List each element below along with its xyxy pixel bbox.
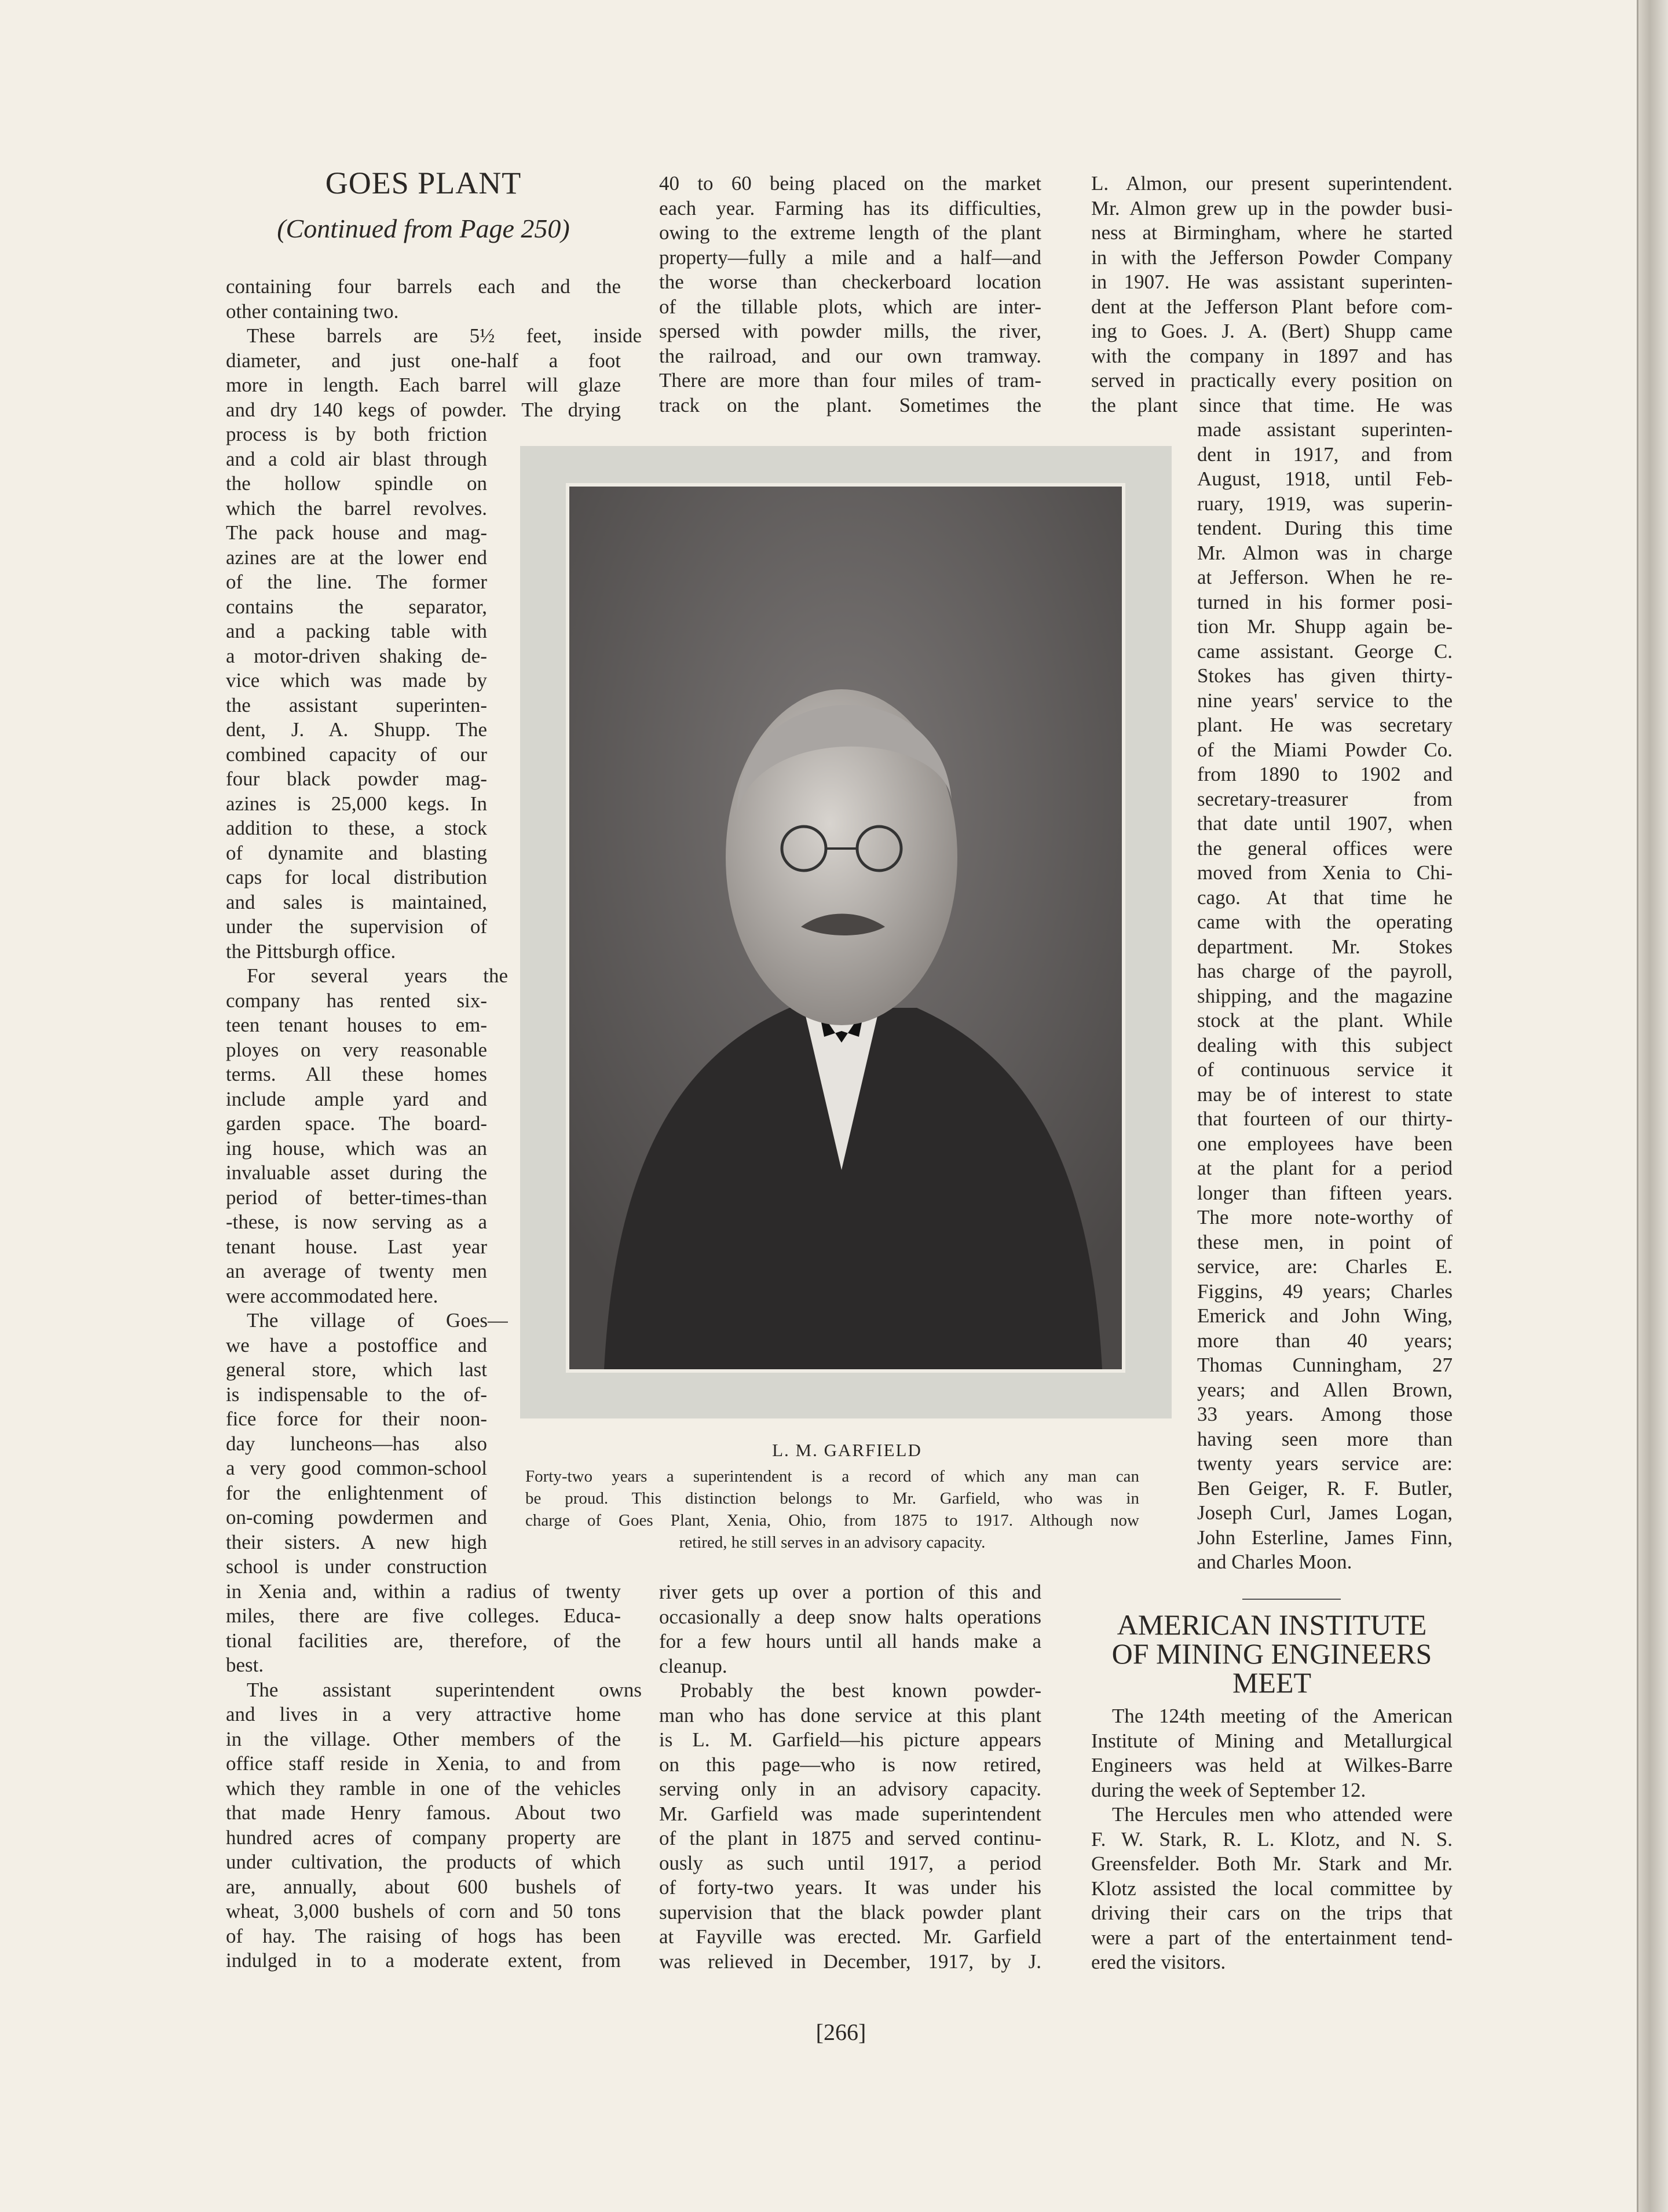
text-line: L. Almon, our present superintendent. bbox=[1091, 172, 1453, 195]
text-line: one employees have been bbox=[1197, 1132, 1453, 1155]
text-line: we have a postoffice and bbox=[226, 1333, 487, 1357]
text-line: are, annually, about 600 bushels of bbox=[226, 1875, 621, 1898]
text-line: ously as such until 1917, a period bbox=[659, 1851, 1041, 1874]
text-line: was relieved in December, 1917, by J. bbox=[659, 1950, 1041, 1973]
photo-caption bbox=[525, 1465, 1139, 1553]
text-line: four black powder mag- bbox=[226, 767, 487, 790]
text-line: under cultivation, the products of which bbox=[226, 1851, 621, 1873]
text-line: on this page—who is now retired, bbox=[659, 1753, 1041, 1776]
section-divider bbox=[1242, 1599, 1341, 1600]
text-line: The 124th meeting of the American bbox=[1112, 1705, 1453, 1727]
text-line: ered the visitors. bbox=[1091, 1951, 1226, 1973]
text-line: azines are at the lower end bbox=[226, 546, 487, 569]
text-line: were a part of the entertainment tend- bbox=[1091, 1926, 1453, 1949]
text-line: There are more than four miles of tram- bbox=[659, 369, 1041, 392]
text-line: cago. At that time he bbox=[1197, 886, 1453, 909]
text-line: which they ramble in one of the vehicles bbox=[226, 1776, 621, 1800]
text-line: Ben Geiger, R. F. Butler, bbox=[1197, 1476, 1453, 1500]
middle-column-top bbox=[659, 171, 1041, 418]
text-line: a very good common-school bbox=[226, 1457, 487, 1479]
text-line: were accommodated here. bbox=[226, 1284, 438, 1307]
text-line: indulged in to a moderate extent, from bbox=[226, 1949, 621, 1972]
page-number: [266] bbox=[815, 2019, 866, 2045]
portrait-image bbox=[569, 487, 1122, 1369]
text-line: that fourteen of our thirty- bbox=[1197, 1107, 1453, 1130]
text-line: fice force for their noon- bbox=[226, 1407, 487, 1430]
text-line: occasionally a deep snow halts operations bbox=[659, 1605, 1041, 1628]
article-subtitle: (Continued from Page 250) bbox=[277, 214, 570, 243]
text-line: Mr. Garfield was made superintendent bbox=[659, 1802, 1041, 1825]
text-line: tion Mr. Shupp again be- bbox=[1197, 615, 1453, 638]
text-line: of the plant in 1875 and served continu- bbox=[659, 1827, 1041, 1849]
text-line: 40 to 60 being placed on the market bbox=[659, 172, 1041, 195]
text-line: the worse than checkerboard location bbox=[659, 270, 1041, 293]
text-line: vice which was made by bbox=[226, 669, 487, 692]
text-line: dent, J. A. Shupp. The bbox=[226, 718, 487, 741]
text-line: diameter, and just one-half a foot bbox=[226, 349, 621, 372]
text-line: containing four barrels each and the bbox=[226, 275, 621, 298]
text-line: azines is 25,000 kegs. In bbox=[226, 792, 487, 815]
text-line: tional facilities are, therefore, of the bbox=[226, 1629, 621, 1652]
text-line: of forty-two years. It was under his bbox=[659, 1876, 1041, 1899]
text-line: dealing with this subject bbox=[1197, 1033, 1453, 1056]
text-line: which the barrel revolves. bbox=[226, 496, 487, 520]
text-line: their sisters. A new high bbox=[226, 1530, 487, 1553]
text-line: school is under construction bbox=[226, 1555, 487, 1578]
text-line: made assistant superinten- bbox=[1197, 418, 1453, 441]
adjacent-page-edge bbox=[1638, 0, 1668, 2212]
text-line: F. W. Stark, R. L. Klotz, and N. S. bbox=[1091, 1827, 1453, 1851]
text-line: the railroad, and our own tramway. bbox=[659, 344, 1041, 367]
text-line: track on the plant. Sometimes the bbox=[659, 393, 1041, 416]
text-line: with the company in 1897 and has bbox=[1091, 344, 1453, 367]
heading-line: AMERICAN INSTITUTE bbox=[1117, 1608, 1427, 1641]
text-line: secretary-treasurer from bbox=[1197, 787, 1453, 810]
text-line: Mr. Almon grew up in the powder busi- bbox=[1091, 196, 1453, 220]
text-line: longer than fifteen years. bbox=[1197, 1181, 1453, 1204]
portrait-photo bbox=[569, 487, 1122, 1369]
aime-article-body bbox=[1091, 1704, 1453, 1975]
text-line: driving their cars on the trips that bbox=[1091, 1902, 1453, 1924]
text-line: of hay. The raising of hogs has been bbox=[226, 1924, 621, 1947]
text-line: on-coming powdermen and bbox=[226, 1506, 487, 1529]
text-line: process is by both friction bbox=[226, 423, 487, 445]
text-line: plant. He was secretary bbox=[1197, 714, 1453, 736]
text-line: August, 1918, until Feb- bbox=[1197, 467, 1453, 490]
text-line: spersed with powder mills, the river, bbox=[659, 320, 1041, 342]
text-line: stock at the plant. While bbox=[1197, 1009, 1453, 1032]
text-line: other containing two. bbox=[226, 299, 399, 323]
text-line: addition to these, a stock bbox=[226, 817, 487, 839]
text-line: at Fayville was erected. Mr. Garfield bbox=[659, 1925, 1041, 1948]
text-line: Institute of Mining and Metallurgical bbox=[1091, 1729, 1453, 1752]
text-line: tenant house. Last year bbox=[226, 1235, 487, 1258]
text-line: include ample yard and bbox=[226, 1087, 487, 1110]
text-line: and dry 140 kegs of powder. The drying bbox=[226, 398, 621, 421]
text-line: best. bbox=[226, 1654, 264, 1676]
text-line: The pack house and mag- bbox=[226, 521, 487, 544]
text-line: Engineers was held at Wilkes-Barre bbox=[1091, 1754, 1453, 1776]
text-line: ing house, which was an bbox=[226, 1136, 487, 1160]
text-line: and sales is maintained, bbox=[226, 890, 487, 913]
text-line: that made Henry famous. About two bbox=[226, 1801, 621, 1824]
text-line: The assistant superintendent owns bbox=[247, 1678, 642, 1701]
text-line: combined capacity of our bbox=[226, 743, 487, 766]
text-line: for a few hours until all hands make a bbox=[659, 1630, 1041, 1652]
text-line: in the village. Other members of the bbox=[226, 1727, 621, 1750]
text-line: twenty years service are: bbox=[1197, 1452, 1453, 1475]
text-line: in with the Jefferson Powder Company bbox=[1091, 246, 1453, 269]
text-line: nine years' service to the bbox=[1197, 689, 1453, 712]
text-line: invaluable asset during the bbox=[226, 1161, 487, 1184]
text-line: is indispensable to the of- bbox=[226, 1383, 487, 1406]
text-line: Joseph Curl, James Logan, bbox=[1197, 1501, 1453, 1524]
text-line: be proud. This distinction belongs to Mr. Garfield, who was in bbox=[525, 1489, 1139, 1508]
text-line: These barrels are 5½ feet, inside bbox=[247, 324, 642, 347]
text-line: property—fully a mile and a half—and bbox=[659, 246, 1041, 269]
text-line: ness at Birmingham, where he started bbox=[1091, 221, 1453, 244]
page-edge-line bbox=[1637, 0, 1638, 2212]
photo-caption-name: L. M. GARFIELD bbox=[772, 1440, 922, 1460]
text-line: came with the operating bbox=[1197, 911, 1453, 933]
text-line: The Hercules men who attended were bbox=[1112, 1803, 1453, 1826]
text-line: Emerick and John Wing, bbox=[1197, 1304, 1453, 1327]
text-line: serving only in an advisory capacity. bbox=[659, 1778, 1041, 1800]
text-line: The more note-worthy of bbox=[1197, 1206, 1453, 1229]
text-line: garden space. The board- bbox=[226, 1112, 487, 1135]
text-line: general store, which last bbox=[226, 1358, 487, 1381]
text-line: these men, in point of bbox=[1197, 1230, 1453, 1253]
text-line: turned in his former posi- bbox=[1197, 590, 1453, 613]
text-line: has charge of the payroll, bbox=[1197, 960, 1453, 982]
text-line: Thomas Cunningham, 27 bbox=[1197, 1354, 1453, 1376]
text-line: ruary, 1919, was superin- bbox=[1197, 492, 1453, 515]
text-line: ing to Goes. J. A. (Bert) Shupp came bbox=[1091, 320, 1453, 342]
text-line: -these, is now serving as a bbox=[226, 1211, 487, 1233]
text-line: of the line. The former bbox=[226, 571, 487, 593]
text-line: service, are: Charles E. bbox=[1197, 1255, 1453, 1278]
text-line: under the supervision of bbox=[226, 915, 487, 938]
text-line: an average of twenty men bbox=[226, 1260, 487, 1282]
text-line: at the plant for a period bbox=[1197, 1157, 1453, 1179]
text-line: and lives in a very attractive home bbox=[226, 1703, 621, 1725]
text-line: period of better-times-than bbox=[226, 1186, 487, 1209]
text-line: from 1890 to 1902 and bbox=[1197, 763, 1453, 785]
text-line: For several years the bbox=[247, 964, 508, 987]
text-line: river gets up over a portion of this and bbox=[659, 1581, 1041, 1603]
text-line: of dynamite and blasting bbox=[226, 841, 487, 864]
text-line: Figgins, 49 years; Charles bbox=[1197, 1279, 1453, 1303]
text-line: Stokes has given thirty- bbox=[1197, 664, 1453, 687]
text-line: charge of Goes Plant, Xenia, Ohio, from 1875 to 1917. Although now bbox=[525, 1511, 1139, 1530]
text-line: Forty-two years a superintendent is a record of which any man can bbox=[525, 1467, 1139, 1486]
heading-line: MEET bbox=[1232, 1666, 1312, 1699]
heading-line: OF MINING ENGINEERS bbox=[1111, 1637, 1432, 1670]
text-line: caps for local distribution bbox=[226, 866, 487, 889]
article-title: GOES PLANT bbox=[325, 166, 522, 200]
text-line: Klotz assisted the local committee by bbox=[1091, 1877, 1453, 1900]
text-line: of the Miami Powder Co. bbox=[1197, 738, 1453, 761]
text-line: the plant since that time. He was bbox=[1091, 393, 1453, 416]
text-line: Probably the best known powder- bbox=[680, 1679, 1041, 1702]
text-line: retired, he still serves in an advisory capacity. bbox=[679, 1533, 986, 1552]
text-line: 33 years. Among those bbox=[1197, 1403, 1453, 1425]
text-line: may be of interest to state bbox=[1197, 1083, 1453, 1106]
text-line: the assistant superinten- bbox=[226, 693, 487, 716]
text-line: more than 40 years; bbox=[1197, 1329, 1453, 1352]
aime-heading bbox=[1091, 1610, 1453, 1697]
text-line: owing to the extreme length of the plant bbox=[659, 221, 1041, 244]
text-line: supervision that the black powder plant bbox=[659, 1900, 1041, 1924]
text-line: Mr. Almon was in charge bbox=[1197, 541, 1453, 564]
text-line: served in practically every position on bbox=[1091, 369, 1453, 392]
text-line: dent at the Jefferson Plant before com- bbox=[1091, 295, 1453, 318]
text-line: hundred acres of company property are bbox=[226, 1826, 621, 1849]
text-line: man who has done service at this plant bbox=[659, 1703, 1041, 1727]
text-line: having seen more than bbox=[1197, 1427, 1453, 1450]
text-line: The village of Goes— bbox=[247, 1309, 508, 1332]
text-line: Greensfelder. Both Mr. Stark and Mr. bbox=[1091, 1852, 1453, 1875]
text-line: at Jefferson. When he re- bbox=[1197, 566, 1453, 588]
text-line: during the week of September 12. bbox=[1091, 1778, 1366, 1801]
text-line: in Xenia and, within a radius of twenty bbox=[226, 1580, 621, 1603]
text-line: of continuous service it bbox=[1197, 1058, 1453, 1081]
text-line: department. Mr. Stokes bbox=[1197, 935, 1453, 958]
text-line: dent in 1917, and from bbox=[1197, 443, 1453, 466]
text-line: contains the separator, bbox=[226, 595, 487, 618]
text-line: years; and Allen Brown, bbox=[1197, 1378, 1453, 1401]
text-line: is L. M. Garfield—his picture appears bbox=[659, 1728, 1041, 1751]
text-line: that date until 1907, when bbox=[1197, 812, 1453, 835]
text-line: wheat, 3,000 bushels of corn and 50 tons bbox=[226, 1900, 621, 1922]
text-line: day luncheons—has also bbox=[226, 1432, 487, 1455]
text-line: each year. Farming has its difficulties, bbox=[659, 196, 1041, 220]
text-line: a motor-driven shaking de- bbox=[226, 644, 487, 667]
text-line: more in length. Each barrel will glaze bbox=[226, 374, 621, 396]
text-line: and Charles Moon. bbox=[1197, 1551, 1352, 1573]
text-line: of the tillable plots, which are inter- bbox=[659, 295, 1041, 318]
text-line: miles, there are five colleges. Educa- bbox=[226, 1604, 621, 1627]
text-line: the general offices were bbox=[1197, 836, 1453, 860]
text-line: company has rented six- bbox=[226, 989, 487, 1012]
text-line: and a packing table with bbox=[226, 620, 487, 642]
text-line: office staff reside in Xenia, to and from bbox=[226, 1752, 621, 1775]
text-line: ployes on very reasonable bbox=[226, 1038, 487, 1061]
middle-column-bottom bbox=[659, 1580, 1041, 1974]
text-line: came assistant. George C. bbox=[1197, 639, 1453, 663]
text-line: moved from Xenia to Chi- bbox=[1197, 861, 1453, 884]
text-line: John Esterline, James Finn, bbox=[1197, 1526, 1453, 1549]
text-line: terms. All these homes bbox=[226, 1063, 487, 1085]
text-line: in 1907. He was assistant superinten- bbox=[1091, 270, 1453, 293]
text-line: cleanup. bbox=[659, 1654, 727, 1677]
text-line: the Pittsburgh office. bbox=[226, 939, 396, 963]
text-line: shipping, and the magazine bbox=[1197, 984, 1453, 1007]
text-line: for the enlightenment of bbox=[226, 1481, 487, 1504]
text-line: tendent. During this time bbox=[1197, 517, 1453, 539]
text-line: the hollow spindle on bbox=[226, 472, 487, 495]
text-line: teen tenant houses to em- bbox=[226, 1014, 487, 1036]
text-line: and a cold air blast through bbox=[226, 447, 487, 470]
